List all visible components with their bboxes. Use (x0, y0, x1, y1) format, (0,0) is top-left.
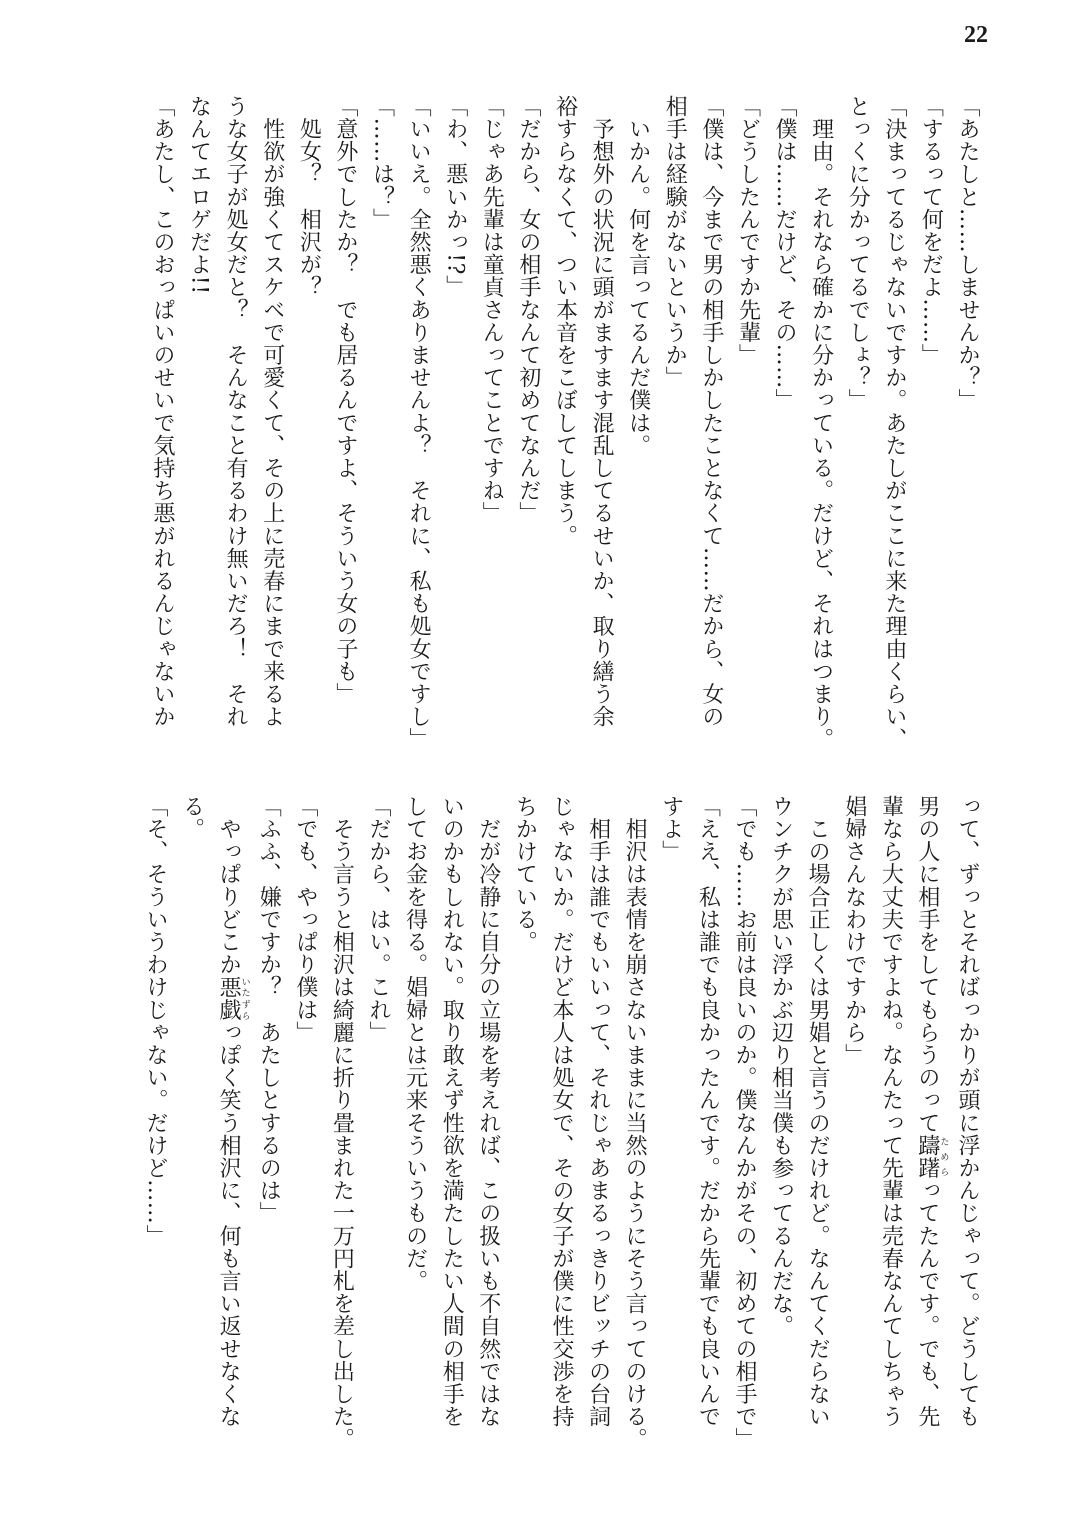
line-text: 輩なら大丈夫ですよね。なんたって先輩は売春なんてしちゃう (878, 795, 904, 1428)
text-line (136, 795, 173, 1475)
line-text: そう言うと相沢は綺麗に折り畳まれた一万円札を差し出した。 (329, 795, 355, 1451)
line-text: いかん。何を言ってるんだ僕は。 (625, 95, 651, 457)
text-line (875, 95, 912, 775)
line-text: 「わ、悪いかっ!?」 (442, 95, 468, 298)
line-text: 娼婦さんなわけですから」 (841, 795, 867, 1067)
page-number: 22 (964, 22, 988, 48)
text-line (652, 795, 689, 1475)
text-line (835, 795, 872, 1475)
line-text: 「でも……お前は良いのか。僕なんかがその、初めての相手で」 (731, 795, 757, 1451)
text-line (689, 795, 726, 1475)
text-line (323, 795, 360, 1475)
text-line (616, 795, 653, 1475)
text-line (469, 795, 506, 1475)
line-text: 「ふふ、嫌ですか？ あたしとするのは」 (256, 795, 282, 1225)
text-line (948, 95, 985, 775)
line-text-after-ruby: ってたんです。でも、先 (914, 1179, 940, 1428)
text-line (725, 795, 762, 1475)
text-line (286, 795, 323, 1475)
line-text: 「……は？」 (369, 95, 395, 231)
ruby-reading: ためら (938, 1134, 949, 1180)
text-line (210, 795, 250, 1475)
text-line (582, 95, 619, 775)
line-text: 相手は誰でもいいって、それじゃあまるっきりビッチの台詞 (585, 795, 611, 1428)
line-text: 「いいえ。全然悪くありませんよ？ それに、私も処女ですし」 (406, 95, 432, 751)
text-line (396, 795, 433, 1475)
line-text: って、ずっとそればっかりが頭に浮かんじゃって。どうしても (955, 795, 980, 1428)
text-line (509, 95, 546, 775)
line-text: じゃないか。だけど本人は処女で、その女子が僕に性交渉を持 (548, 795, 574, 1428)
line-text: ウンチクが思い浮かぶ辺り相当僕も参ってるんだな。 (768, 795, 794, 1338)
line-text: 「だから、女の相手なんて初めてなんだ」 (515, 95, 541, 525)
line-text: 「僕は、今まで男の相手しかしたことなくて……だから、女の (698, 95, 724, 728)
ruby-annotation (914, 1134, 949, 1180)
line-text: 「だから、はい。これ」 (366, 795, 391, 1044)
text-line (359, 795, 396, 1475)
text-line (253, 95, 290, 775)
ruby-base: 悪戯 (216, 975, 242, 1022)
line-text: 「ええ、私は誰でも良かったんです。だから先輩でも良いんで (695, 795, 721, 1428)
line-text: とっくに分かってるでしょ？」 (845, 95, 871, 412)
line-text: だが冷静に自分の立場を考えれば、この扱いも不自然ではな (475, 795, 501, 1428)
text-line (217, 95, 254, 775)
text-line (948, 795, 985, 1475)
ruby-reading: いたずら (239, 975, 250, 1021)
line-text: 「どうしたんですか先輩」 (735, 95, 761, 367)
text-line (802, 95, 839, 775)
text-line (400, 95, 437, 775)
line-text: やっぱりどこか (216, 795, 242, 976)
text-line (765, 95, 802, 775)
line-text: 相手は経験がないというか」 (662, 95, 688, 389)
text-line (473, 95, 510, 775)
text-line (692, 95, 729, 775)
text-line (290, 95, 327, 775)
line-text: 「僕は……だけど、その……」 (772, 95, 798, 412)
line-text: 男の人に相手をしてもらうのって (914, 795, 940, 1134)
text-line (506, 795, 543, 1475)
text-line (363, 95, 400, 775)
text-line (799, 795, 836, 1475)
line-text: いのかもしれない。取り敢えず性欲を満たしたい人間の相手を (439, 795, 465, 1428)
text-line (619, 95, 656, 775)
text-line (173, 795, 210, 1475)
line-text: してお金を得る。娼婦とは元来そういうものだ。 (402, 795, 428, 1293)
line-text: この場合正しくは男娼と言うのだけれど。なんてくだらない (805, 795, 831, 1428)
text-line (579, 795, 616, 1475)
line-text: 理由。それなら確かに分かっている。だけど、それはつまり。 (808, 95, 834, 751)
line-text: 「そ、そういうわけじゃない。だけど……」 (142, 795, 168, 1247)
text-line (656, 95, 693, 775)
line-text: 処女？ 相沢が？ (296, 95, 322, 299)
line-text-after-ruby: っぽく笑う相沢に、何も言い返せなくな (216, 1021, 242, 1428)
line-text: 「あたしと……しませんか？」 (955, 95, 980, 412)
line-text: ちかけている。 (512, 795, 538, 954)
line-text: 性欲が強くてスケベで可愛くて、その上に売春にまで来るよ (259, 95, 285, 728)
text-line (180, 95, 217, 775)
text-line (433, 795, 470, 1475)
text-line (542, 795, 579, 1475)
text-block-bottom (140, 795, 985, 1475)
text-line (326, 95, 363, 775)
line-text: る。 (179, 795, 205, 841)
line-text: 裕すらなくて、つい本音をこぼしてしまう。 (552, 95, 578, 547)
ruby-annotation (216, 975, 250, 1022)
line-text: なんてエロゲだよ!! (186, 95, 212, 295)
text-line (143, 95, 180, 775)
line-text: 「決まってるじゃないですか。あたしがここに来た理由くらい、 (881, 95, 907, 751)
line-text: すよ」 (658, 795, 684, 863)
text-line (908, 795, 948, 1475)
line-text: 「あたし、このおっぱいのせいで気持ち悪がれるんじゃないか (149, 95, 175, 728)
line-text: 「意外でしたか？ でも居るんですよ、そういう女の子も」 (332, 95, 358, 706)
line-text: うな女子が処女だと？ そんなこと有るわけ無いだろ！ それ (223, 95, 249, 728)
line-text: 「じゃあ先輩は童貞さんってことですね」 (479, 95, 505, 525)
line-text: 「するって何をだよ……」 (918, 95, 944, 367)
text-line (250, 795, 287, 1475)
text-line (762, 795, 799, 1475)
text-line (839, 95, 876, 775)
line-text: 予想外の状況に頭がますます混乱してるせいか、取り繕う余 (589, 95, 615, 728)
text-line (872, 795, 909, 1475)
line-text: 相沢は表情を崩さないままに当然のようにそう言ってのける。 (622, 795, 648, 1451)
text-block-top (140, 95, 985, 775)
text-line (546, 95, 583, 775)
text-line (912, 95, 949, 775)
ruby-base: 躊躇 (914, 1134, 940, 1180)
line-text: 「でも、やっぱり僕は」 (292, 795, 318, 1044)
text-line (729, 95, 766, 775)
text-line (436, 95, 473, 775)
